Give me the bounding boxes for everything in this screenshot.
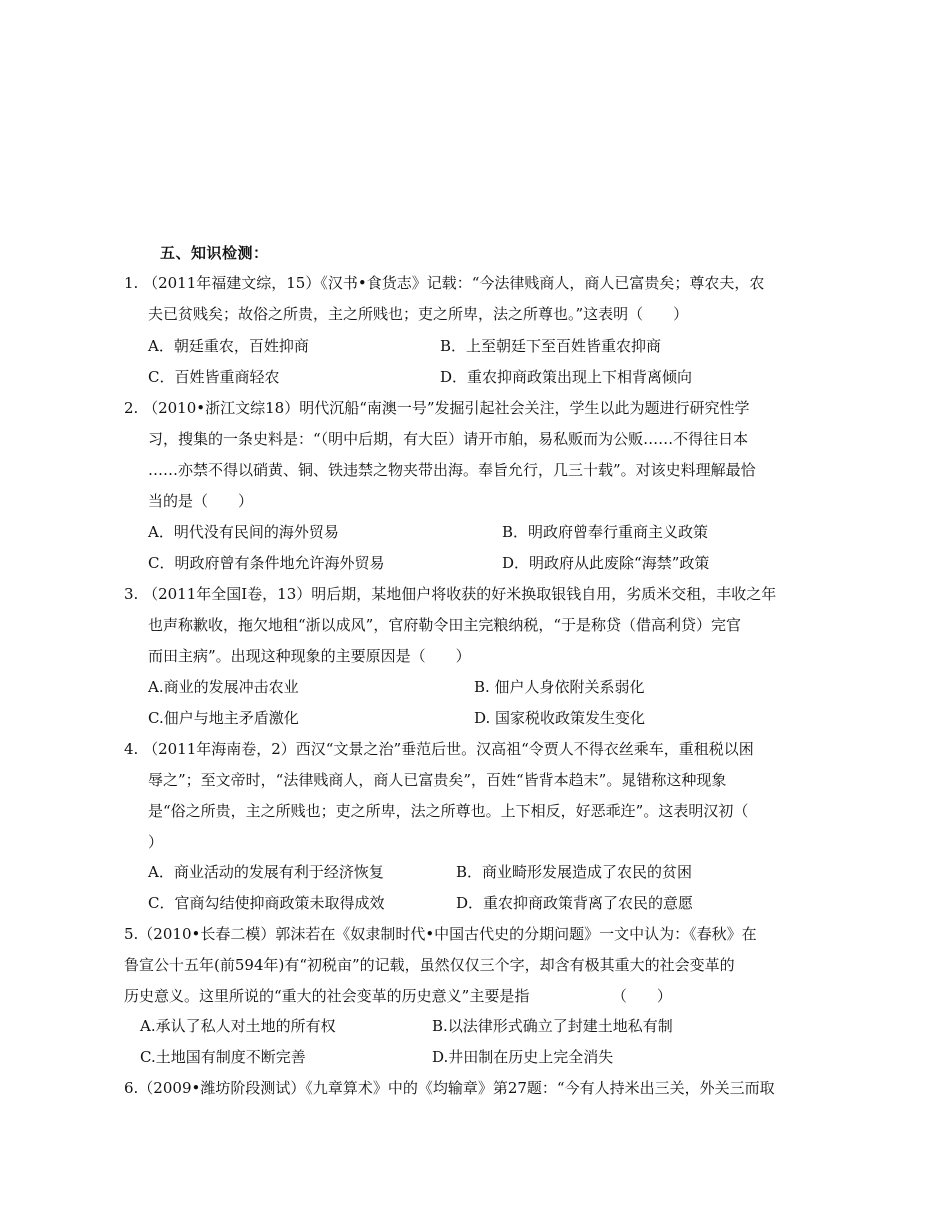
question-2-option-c: C．明政府曾有条件地允许海外贸易 [148,554,385,572]
question-4-option-a: A．商业活动的发展有利于经济恢复 [148,863,384,881]
question-1-line-1: 1. （2011年福建文综，15）《汉书•食货志》记载：“今法律贱商人，商人已富贵矣；尊农夫，农 [124,274,765,292]
question-2-line-1: 2. （2010•浙江文综18）明代沉船“南澳一号”发掘引起社会关注，学生以此为题进行研究性学 [124,399,750,417]
question-2-option-a: A．明代没有民间的海外贸易 [148,523,339,541]
question-1-line-2: 夫已贫贱矣；故俗之所贵，主之所贱也；吏之所卑，法之所尊也。”这表明（ ） [148,305,689,323]
question-2-option-b: B．明政府曾奉行重商主义政策 [502,523,709,541]
question-3-line-1: 3. （2011年全国Ⅰ卷，13）明后期，某地佃户将收获的好米换取银钱自用，劣质米交租，丰收之年 [124,585,777,603]
question-5-option-d: D.井田制在历史上完全消失 [432,1048,614,1066]
question-3-option-b: B. 佃户人身依附关系弱化 [474,678,645,696]
question-1-option-b: B．上至朝廷下至百姓皆重农抑商 [440,337,662,355]
question-4-option-d: D．重农抑商政策背离了农民的意愿 [456,894,694,912]
question-1-option-c: C．百姓皆重商轻农 [148,368,280,386]
question-5-line-2: 鲁宣公十五年(前594年)有“初税亩”的记载，虽然仅仅三个字，却含有极其重大的社会变革的 [124,956,735,974]
question-4-line-1: 4. （2011年海南卷，2）西汉“文景之治”垂范后世。汉高祖“令贾人不得衣丝乘车，重租税以困 [124,740,754,758]
question-4-line-2: 辱之”；至文帝时，“法律贱商人，商人已富贵矣”，百姓“皆背本趋末”。晁错称这种现象 [148,771,727,789]
section-title: 五、知识检测： [160,244,269,262]
question-4-option-c: C．官商勾结使抑商政策未取得成效 [148,894,385,912]
question-4-line-4: ） [148,833,164,851]
question-2-line-3: ……亦禁不得以硝黄、铜、铁违禁之物夹带出海。奉旨允行，几三十载”。对该史料理解最恰 [148,461,756,479]
question-3-option-c: C.佃户与地主矛盾激化 [148,709,299,727]
question-3-option-a: A.商业的发展冲击农业 [148,678,299,696]
question-4-option-b: B．商业畸形发展造成了农民的贫困 [456,863,693,881]
question-3-option-d: D. 国家税收政策发生变化 [474,709,646,727]
question-1-option-a: A．朝廷重农，百姓抑商 [148,337,309,355]
question-5-option-c: C.土地国有制度不断完善 [140,1048,306,1066]
question-4-line-3: 是“俗之所贵，主之所贱也；吏之所卑，法之所尊也。上下相反，好恶乖迕”。这表明汉初（ [148,802,749,820]
question-3-line-3: 而田主病”。出现这种现象的主要原因是（ ） [148,647,471,665]
question-2-option-d: D．明政府从此废除“海禁”政策 [502,554,710,572]
question-6-line-1: 6.（2009•潍坊阶段测试）《九章算术》中的《均输章》第27题：“今有人持米出三关，外关三而取 [124,1079,775,1097]
question-5-option-b: B.以法律形式确立了封建土地私有制 [432,1017,673,1035]
question-3-line-2: 也声称歉收，拖欠地租“浙以成风”，官府勒令田主完粮纳税，“于是称贷（借高利贷）完官 [148,616,742,634]
question-5-line-1: 5.（2010•长春二模）郭沫若在《奴隶制时代•中国古代史的分期问题》一文中认为：《春秋》在 [124,925,757,943]
question-1-option-d: D．重农抑商政策出现上下相背离倾向 [440,368,693,386]
question-2-line-4: 当的是（ ） [148,492,254,510]
question-2-line-2: 习，搜集的一条史料是：“（明中后期，有大臣）请开市舶，易私贩而为公贩……不得往日本 [148,430,749,448]
question-5-line-3: 历史意义。这里所说的“重大的社会变革的历史意义”主要是指 （ ） [124,987,672,1005]
question-5-option-a: A.承认了私人对土地的所有权 [140,1017,336,1035]
